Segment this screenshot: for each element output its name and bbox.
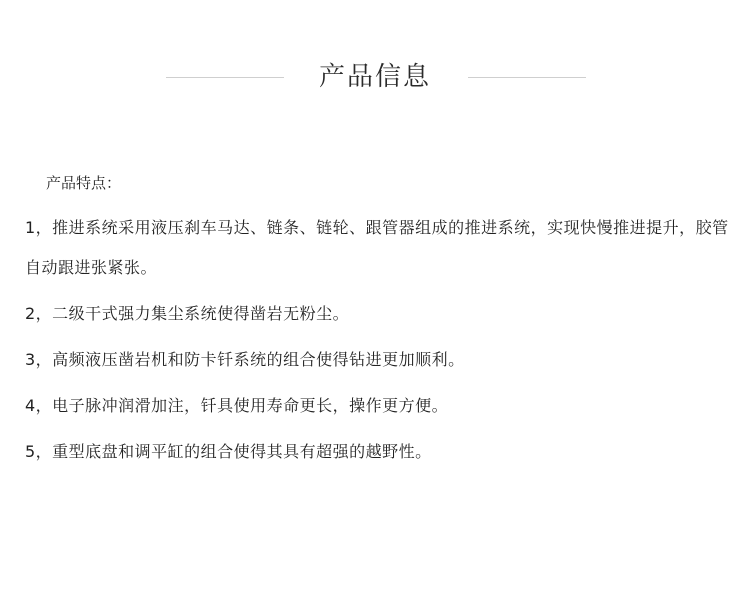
page-header bbox=[0, 56, 750, 100]
feature-item: 3，高频液压凿岩机和防卡钎系统的组合使得钻进更加顺利。 bbox=[25, 350, 465, 369]
page-title: 产品信息 bbox=[318, 62, 431, 92]
feature-item: 5，重型底盘和调平缸的组合使得其具有超强的越野性。 bbox=[25, 442, 432, 461]
feature-list bbox=[25, 213, 730, 483]
feature-item: 1，推进系统采用液压刹车马达、链条、链轮、跟管器组成的推进系统，实现快慢推进提升，胶管自动跟进张紧张。 bbox=[25, 218, 729, 277]
title-divider-right bbox=[468, 77, 586, 78]
section-label: 产品特点： bbox=[46, 174, 122, 192]
feature-item: 4，电子脉冲润滑加注，钎具使用寿命更长，操作更方便。 bbox=[25, 396, 449, 415]
feature-item: 2，二级干式强力集尘系统使得凿岩无粉尘。 bbox=[25, 304, 350, 323]
